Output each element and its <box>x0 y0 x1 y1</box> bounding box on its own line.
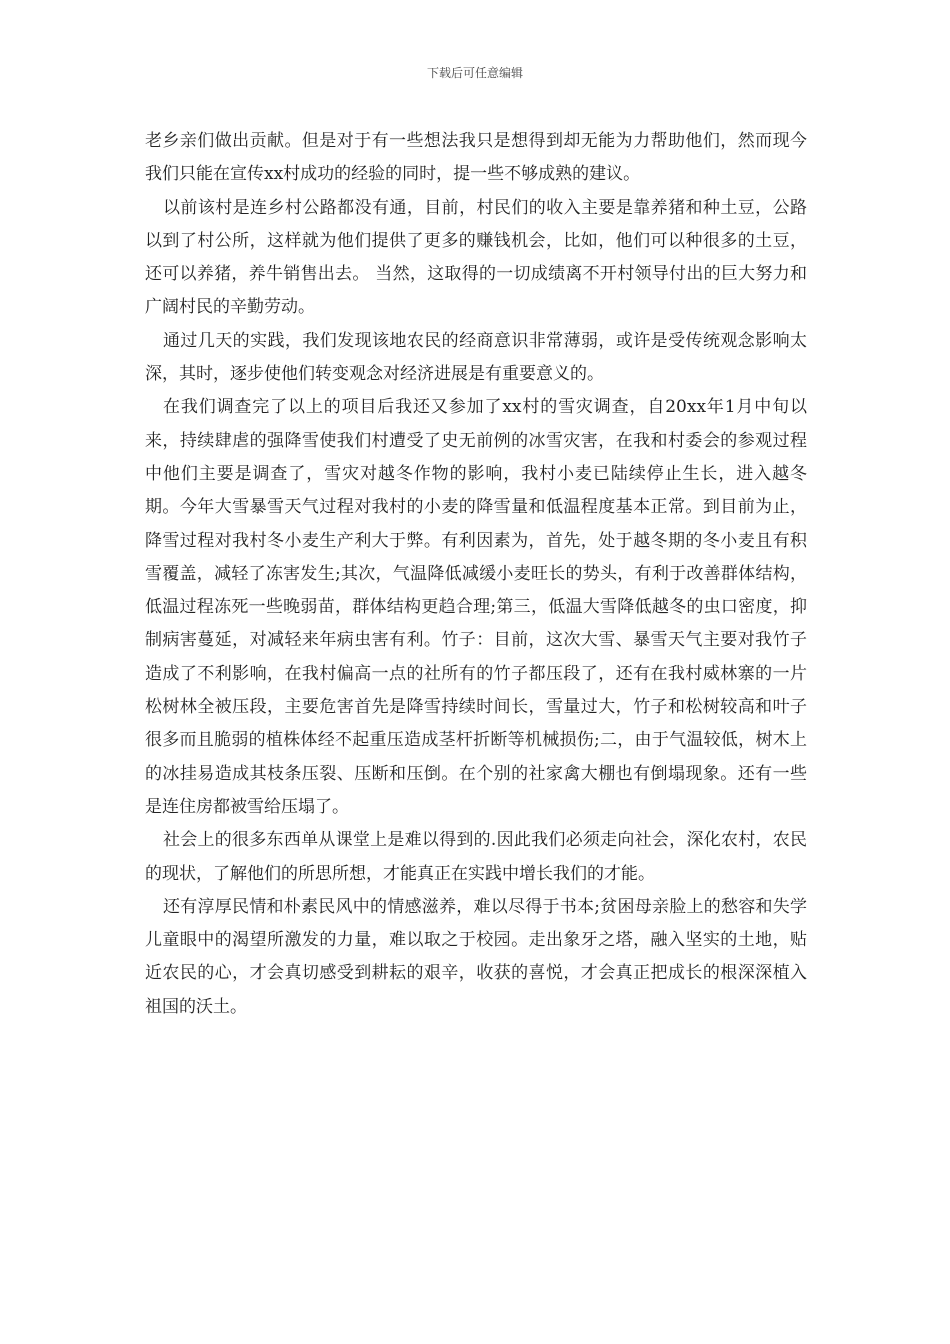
paragraph-4: 在我们调查完了以上的项目后我还又参加了xx村的雪灾调查，自20xx年1月中旬以来，持续肆虐的强降雪使我们村遭受了史无前例的冰雪灾害，在我和村委会的参观过程中他们主要是调查了，雪灾对越冬作物的影响，我村小麦已陆续停止生长，进入越冬期。今年大雪暴雪天气过程对我村的小麦的降雪量和低温程度基本正常。到目前为止，降雪过程对我村冬小麦生产利大于弊。有利因素为，首先，处于越冬期的冬小麦且有积雪覆盖，减轻了冻害发生;其次，气温降低减缓小麦旺长的势头，有利于改善群体结构，低温过程冻死一些晚弱苗，群体结构更趋合理;第三，低温大雪降低越冬的虫口密度，抑制病害蔓延，对减轻来年病虫害有利。竹子：目前，这次大雪、暴雪天气主要对我竹子造成了不利影响，在我村偏高一点的社所有的竹子都压段了，还有在我村威林寨的一片松树林全被压段，主要危害首先是降雪持续时间长，雪量过大，竹子和松树较高和叶子很多而且脆弱的植株体经不起重压造成茎杆折断等机械损伤;二，由于气温较低，树木上的冰挂易造成其枝条压裂、压断和压倒。在个别的社家禽大棚也有倒塌现象。还有一些是连住房都被雪给压塌了。 <box>145 397 807 817</box>
paragraph-1: 老乡亲们做出贡献。但是对于有一些想法我只是想得到却无能为力帮助他们，然而现今我们只能在宣传xx村成功的经验的同时，提一些不够成熟的建议。 <box>145 131 807 185</box>
paragraph-3: 通过几天的实践，我们发现该地农民的经商意识非常薄弱，或许是受传统观念影响太深，其时，逐步使他们转变观念对经济进展是有重要意义的。 <box>145 330 807 385</box>
body-text <box>145 125 807 1024</box>
paragraph-2: 以前该村是连乡村公路都没有通，目前，村民们的收入主要是靠养猪和种土豆，公路以到了村公所，这样就为他们提供了更多的赚钱机会，比如，他们可以种很多的土豆，还可以养猪，养牛销售出去。 当然，这取得的一切成绩离不开村领导付出的巨大努力和广阔村民的辛勤劳动。 <box>145 197 807 318</box>
paragraph-6: 还有淳厚民情和朴素民风中的情感滋养，难以尽得于书本;贫困母亲脸上的愁容和失学儿童眼中的渴望所激发的力量，难以取之于校园。走出象牙之塔，融入坚实的土地，贴近农民的心，才会真切感受到耕耘的艰辛，收获的喜悦，才会真正把成长的根深深植入祖国的沃土。 <box>145 896 807 1017</box>
page-header: 下载后可任意编辑 <box>426 66 523 80</box>
paragraph-5: 社会上的很多东西单从课堂上是难以得到的.因此我们必须走向社会，深化农村，农民的现状，了解他们的所思所想，才能真正在实践中增长我们的才能。 <box>145 830 807 884</box>
